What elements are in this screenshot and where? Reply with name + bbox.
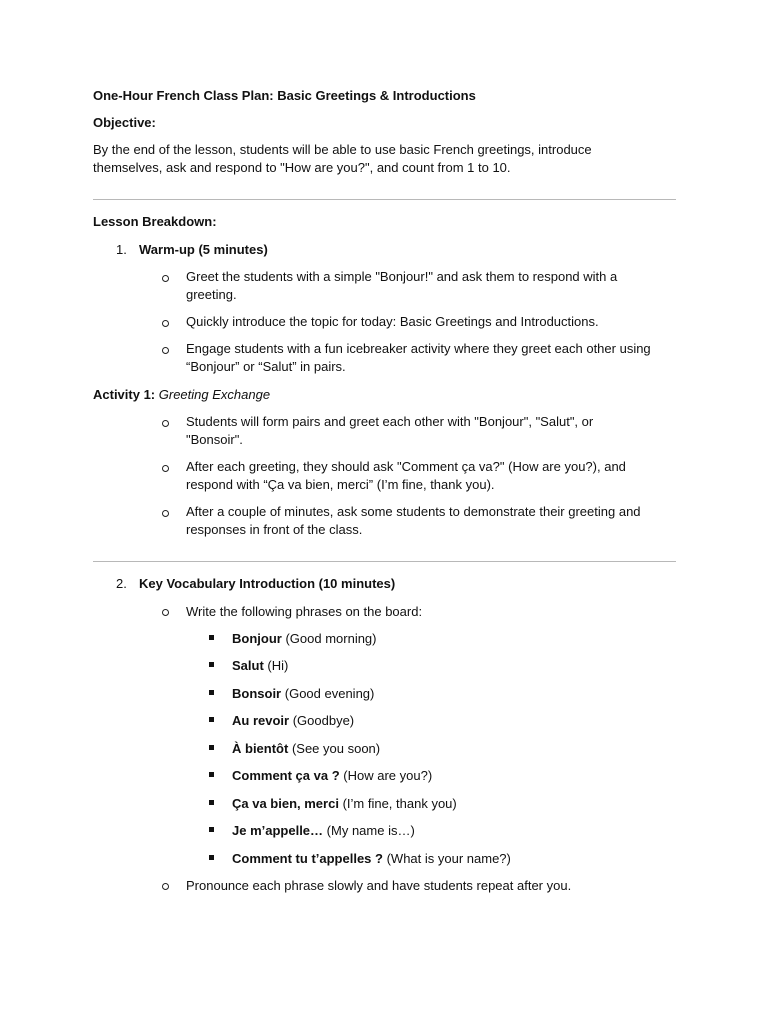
square-bullet-icon — [209, 690, 214, 695]
circle-bullet-icon — [162, 465, 169, 472]
divider — [93, 199, 676, 200]
vocab-item: Je m’appelle… (My name is…) — [232, 823, 415, 838]
vocab-item: Bonjour (Good morning) — [232, 631, 377, 646]
square-bullet-icon — [209, 855, 214, 860]
section-number: 2. — [116, 576, 127, 591]
activity-heading — [93, 386, 270, 403]
list-item: Greet the students with a simple "Bonjour!" and ask them to respond with a greeting. — [186, 269, 618, 302]
square-bullet-icon — [209, 827, 214, 832]
list-item: Engage students with a fun icebreaker activity where they greet each other using “Bonjour” or “Salut” in pairs. — [186, 341, 651, 374]
page-title: One-Hour French Class Plan: Basic Greetings & Introductions — [93, 88, 476, 103]
circle-bullet-icon — [162, 420, 169, 427]
square-bullet-icon — [209, 772, 214, 777]
vocab-item: Au revoir (Goodbye) — [232, 713, 355, 728]
circle-bullet-icon — [162, 510, 169, 517]
objective-label: Objective: — [93, 115, 156, 130]
activity-name: Greeting Exchange — [158, 387, 271, 402]
list-item: Quickly introduce the topic for today: Basic Greetings and Introductions. — [186, 314, 599, 329]
square-bullet-icon — [209, 717, 214, 722]
section-number: 1. — [116, 242, 127, 257]
vocab-item: Comment ça va ? (How are you?) — [232, 768, 433, 783]
list-item: Pronounce each phrase slowly and have students repeat after you. — [186, 878, 572, 893]
divider — [93, 561, 676, 562]
vocab-item: Ça va bien, merci (I’m fine, thank you) — [232, 796, 457, 811]
vocab-item: Salut (Hi) — [232, 658, 289, 673]
square-bullet-icon — [209, 662, 214, 667]
breakdown-label: Lesson Breakdown: — [93, 214, 217, 229]
circle-bullet-icon — [162, 347, 169, 354]
square-bullet-icon — [209, 745, 214, 750]
list-item: After each greeting, they should ask "Comment ça va?" (How are you?), and respond with “Ça va bien, merci” (I’m fine, thank you). — [186, 459, 626, 492]
square-bullet-icon — [209, 800, 214, 805]
square-bullet-icon — [209, 635, 214, 640]
vocab-item: Bonsoir (Good evening) — [232, 686, 375, 701]
vocab-item: À bientôt (See you soon) — [232, 741, 381, 756]
vocab-item: Comment tu t’appelles ? (What is your name?) — [232, 851, 511, 866]
circle-bullet-icon — [162, 320, 169, 327]
section-heading: Key Vocabulary Introduction (10 minutes) — [139, 576, 396, 591]
activity-label: Activity 1: — [93, 387, 156, 402]
circle-bullet-icon — [162, 609, 169, 616]
list-item: After a couple of minutes, ask some students to demonstrate their greeting and responses in front of the class. — [186, 504, 641, 537]
circle-bullet-icon — [162, 883, 169, 890]
section-heading: Warm-up (5 minutes) — [139, 242, 268, 257]
list-item: Students will form pairs and greet each other with "Bonjour", "Salut", or "Bonsoir". — [186, 414, 594, 447]
list-item: Write the following phrases on the board: — [186, 604, 423, 619]
circle-bullet-icon — [162, 275, 169, 282]
objective-text: By the end of the lesson, students will be able to use basic French greetings, introduce themselves, ask and respond to "How are you?", and count from 1 to 10. — [93, 142, 592, 175]
